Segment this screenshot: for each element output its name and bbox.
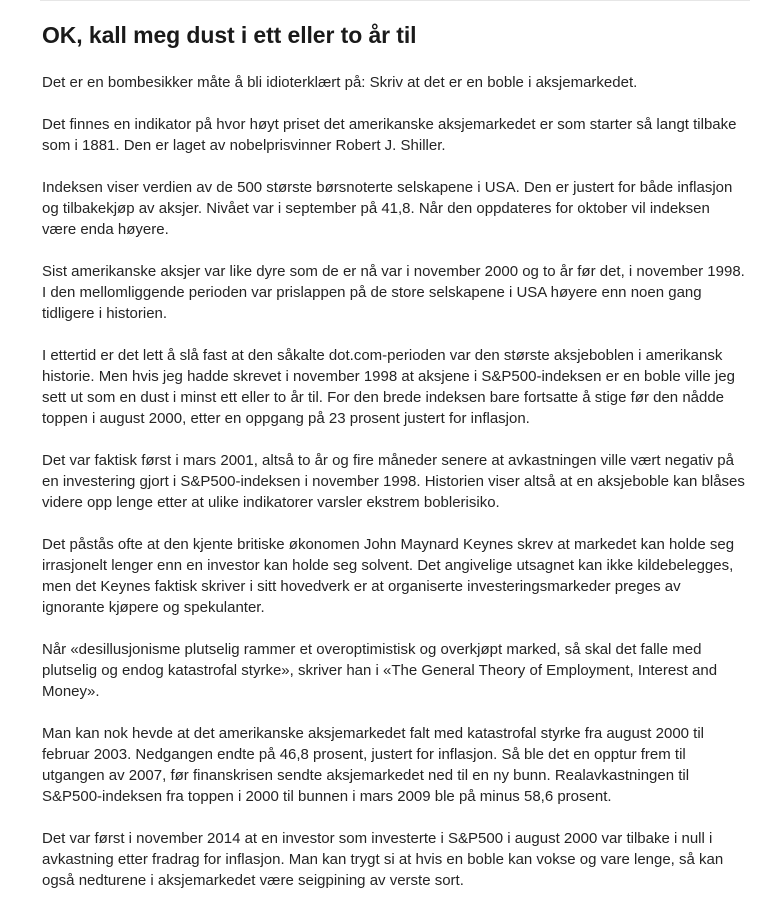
article-paragraph: Det finnes en indikator på hvor høyt priset det amerikanske aksjemarkedet er som starter så langt tilbake som i 1881. Den er laget av nobelprisvinner Robert J. Shiller. (42, 116, 737, 154)
article (42, 20, 746, 912)
article-title: OK, kall meg dust i ett eller to år til (42, 22, 417, 48)
article-paragraph: I ettertid er det lett å slå fast at den såkalte dot.com-perioden var den største aksjeboblen i amerikansk historie. Men hvis jeg hadde skrevet i november 1998 at aksjene i S&P500-indeksen er en boble ville jeg sett ut som en dust i minst ett eller to år til. For den brede indeksen bare fortsatte å stige før den nådde toppen i august 2000, etter en oppgang på 23 prosent justert for inflasjon. (42, 347, 735, 427)
article-paragraph: Det er en bombesikker måte å bli idioterklært på: Skriv at det er en boble i aksjemarkedet. (42, 74, 638, 91)
article-paragraph: Det var faktisk først i mars 2001, altså to år og fire måneder senere at avkastningen ville vært negativ på en investering gjort i S&P500-indeksen i november 1998. Historien viser altså at en aksjeboble kan blåses videre opp lenge etter at ulike indikatorer varsler ekstrem boblerisiko. (42, 452, 745, 511)
article-paragraph: Man kan nok hevde at det amerikanske aksjemarkedet falt med katastrofal styrke fra august 2000 til februar 2003. Nedgangen endte på 46,8 prosent, justert for inflasjon. Så ble det en opptur frem til utgangen av 2007, før finanskrisen sendte aksjemarkedet ned til en ny bunn. Realavkastningen til S&P500-indeksen fra toppen i 2000 til bunnen i mars 2009 ble på minus 58,6 prosent. (42, 725, 705, 805)
article-paragraph: Når «desillusjonisme plutselig rammer et overoptimistisk og overkjøpt marked, så skal det falle med plutselig og endog katastrofal styrke», skriver han i «The General Theory of Employment, Interest and Money». (42, 641, 718, 700)
article-paragraph: Det var først i november 2014 at en investor som investerte i S&P500 i august 2000 var tilbake i null i avkastning etter fradrag for inflasjon. Man kan trygt si at hvis en boble kan vokse og vare lenge, så kan også nedturene i aksjemarkedet være seigpining av verste sort. (42, 830, 724, 889)
article-paragraph: Indeksen viser verdien av de 500 største børsnoterte selskapene i USA. Den er justert for både inflasjon og tilbakekjøp av aksjer. Nivået var i september på 41,8. Når den oppdateres for oktober vil indeksen være enda høyere. (42, 179, 733, 238)
article-paragraph: Sist amerikanske aksjer var like dyre som de er nå var i november 2000 og to år før det, i november 1998. I den mellomliggende perioden var prislappen på de store selskapene i USA høyere enn noen gang tidligere i historien. (42, 263, 745, 322)
top-divider (40, 0, 750, 1)
article-paragraph: Det påstås ofte at den kjente britiske økonomen John Maynard Keynes skrev at markedet kan holde seg irrasjonelt lenger enn en investor kan holde seg solvent. Det angivelige utsagnet kan ikke kildebelegges, men det Keynes faktisk skriver i sitt hovedverk er at organiserte investeringsmarkeder preges av ignorante kjøpere og spekulanter. (42, 536, 735, 616)
